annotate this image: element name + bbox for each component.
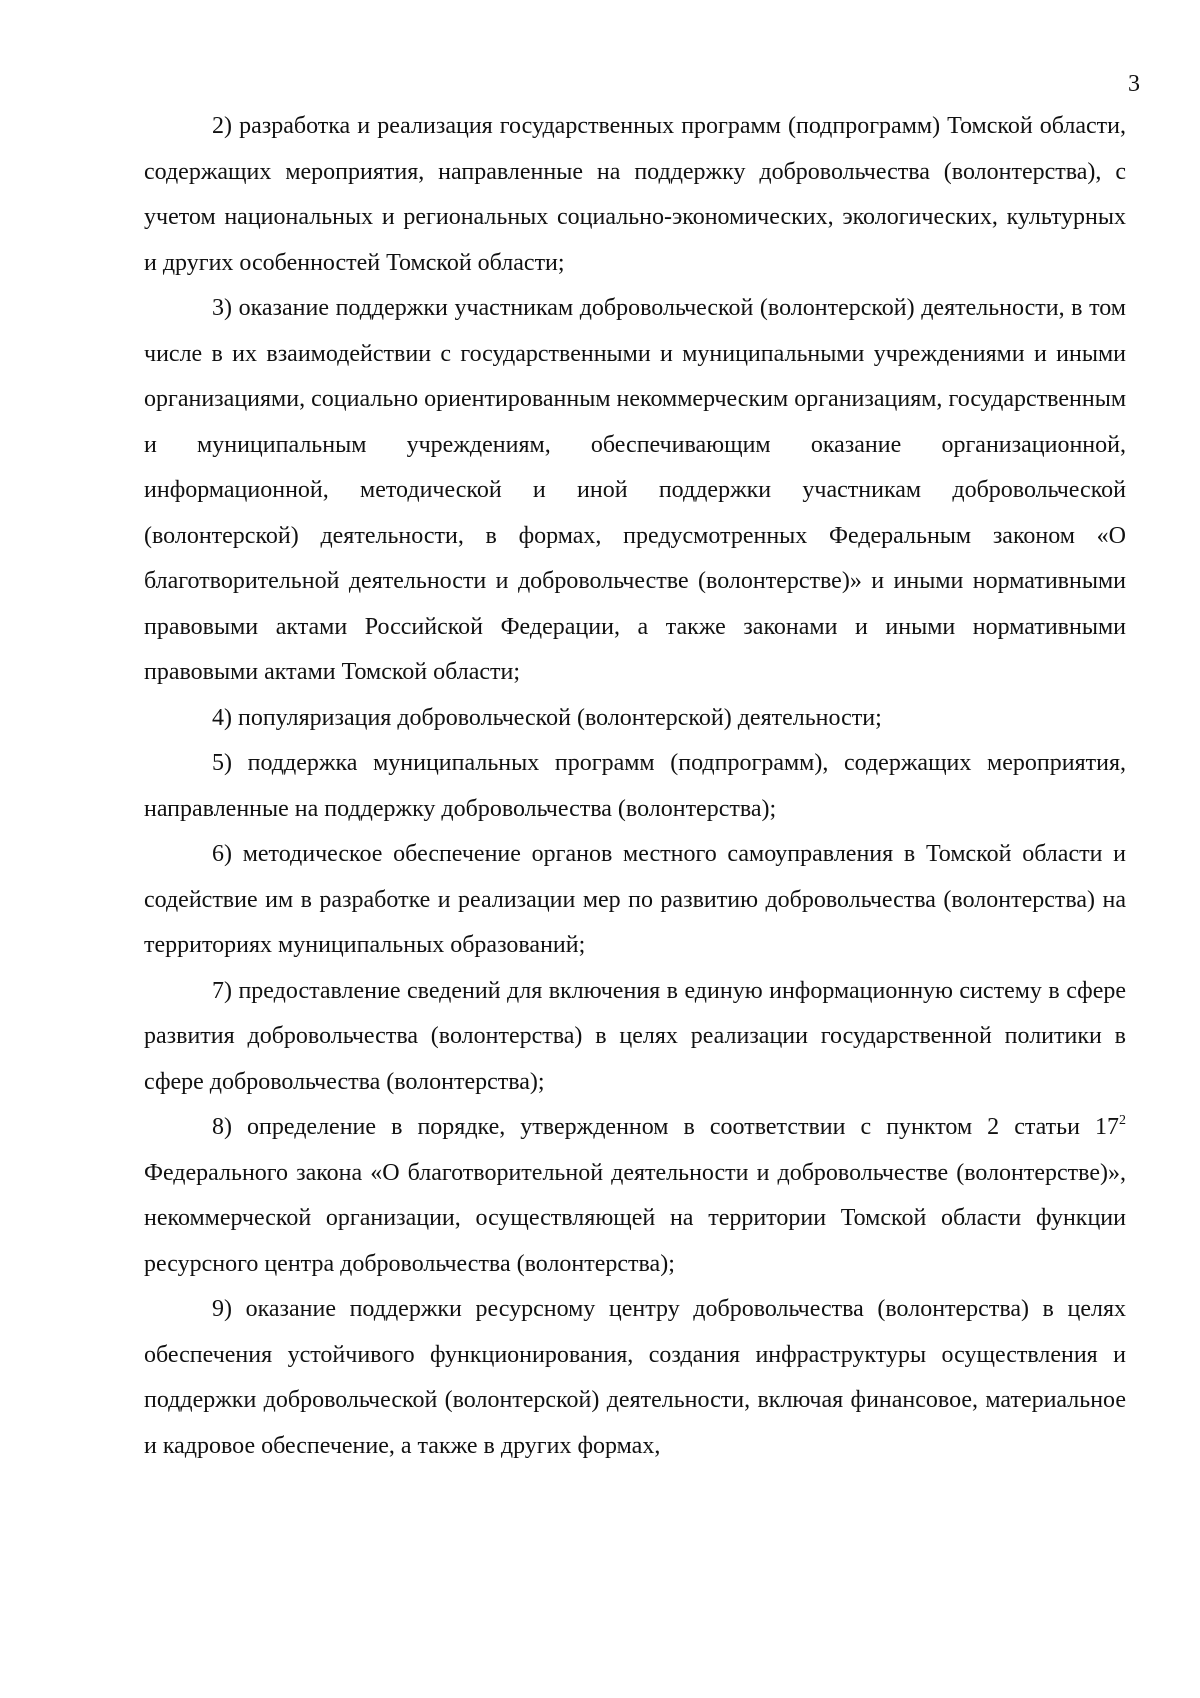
paragraph-item-9: 9) оказание поддержки ресурсному центру добровольчества (волонтерства) в целях обеспечения устойчивого функционирования, создания инфраструктуры осуществления и поддержки добровольческой (волонтерской) деятельности, включая финансовое, материальное и кадровое обеспечение, а также в других формах, — [144, 1296, 1126, 1459]
paragraph-item-4: 4) популяризация добровольческой (волонтерской) деятельности; — [212, 704, 882, 731]
article-superscript: 2 — [1119, 1113, 1126, 1128]
page-number: 3 — [1128, 71, 1140, 97]
document-body — [144, 104, 1126, 1469]
paragraph-item-3: 3) оказание поддержки участникам добровольческой (волонтерской) деятельности, в том числе в их взаимодействии с государственными и муниципальными учреждениями и иными организациями, социально ориентированным некоммерческим организациям, государственным и муниципальным учреждениям, обеспечивающим оказание организационной, информационной, методической и иной поддержки участникам добровольческой (волонтерской) деятельности, в формах, предусмотренных Федеральным законом «О благотворительной деятельности и добровольчестве (волонтерстве)» и иными нормативными правовыми актами Российской Федерации, а также законами и иными нормативными правовыми актами Томской области; — [144, 295, 1126, 685]
paragraph-8-text-before: 8) определение в порядке, утвержденном в соответствии с пунктом 2 статьи 17 — [212, 1114, 1119, 1140]
paragraph-item-5: 5) поддержка муниципальных программ (подпрограмм), содержащих мероприятия, направленные на поддержку добровольчества (волонтерства); — [144, 750, 1126, 822]
paragraph-8-text-after: Федерального закона «О благотворительной деятельности и добровольчестве (волонтерстве)», некоммерческой организации, осуществляющей на территории Томской области функции ресурсного центра добровольчества (волонтерства); — [144, 1159, 1126, 1277]
paragraph-item-6: 6) методическое обеспечение органов местного самоуправления в Томской области и содействие им в разработке и реализации мер по развитию добровольчества (волонтерства) на территориях муниципальных образований; — [144, 841, 1126, 958]
paragraph-item-2: 2) разработка и реализация государственных программ (подпрограмм) Томской области, содержащих мероприятия, направленные на поддержку добровольчества (волонтерства), с учетом национальных и региональных социально-экономических, экологических, культурных и других особенностей Томской области; — [144, 113, 1126, 276]
paragraph-item-7: 7) предоставление сведений для включения в единую информационную систему в сфере развития добровольчества (волонтерства) в целях реализации государственной политики в сфере добровольчества (волонтерства); — [144, 977, 1126, 1095]
paragraph-item-8 — [144, 1105, 1126, 1287]
